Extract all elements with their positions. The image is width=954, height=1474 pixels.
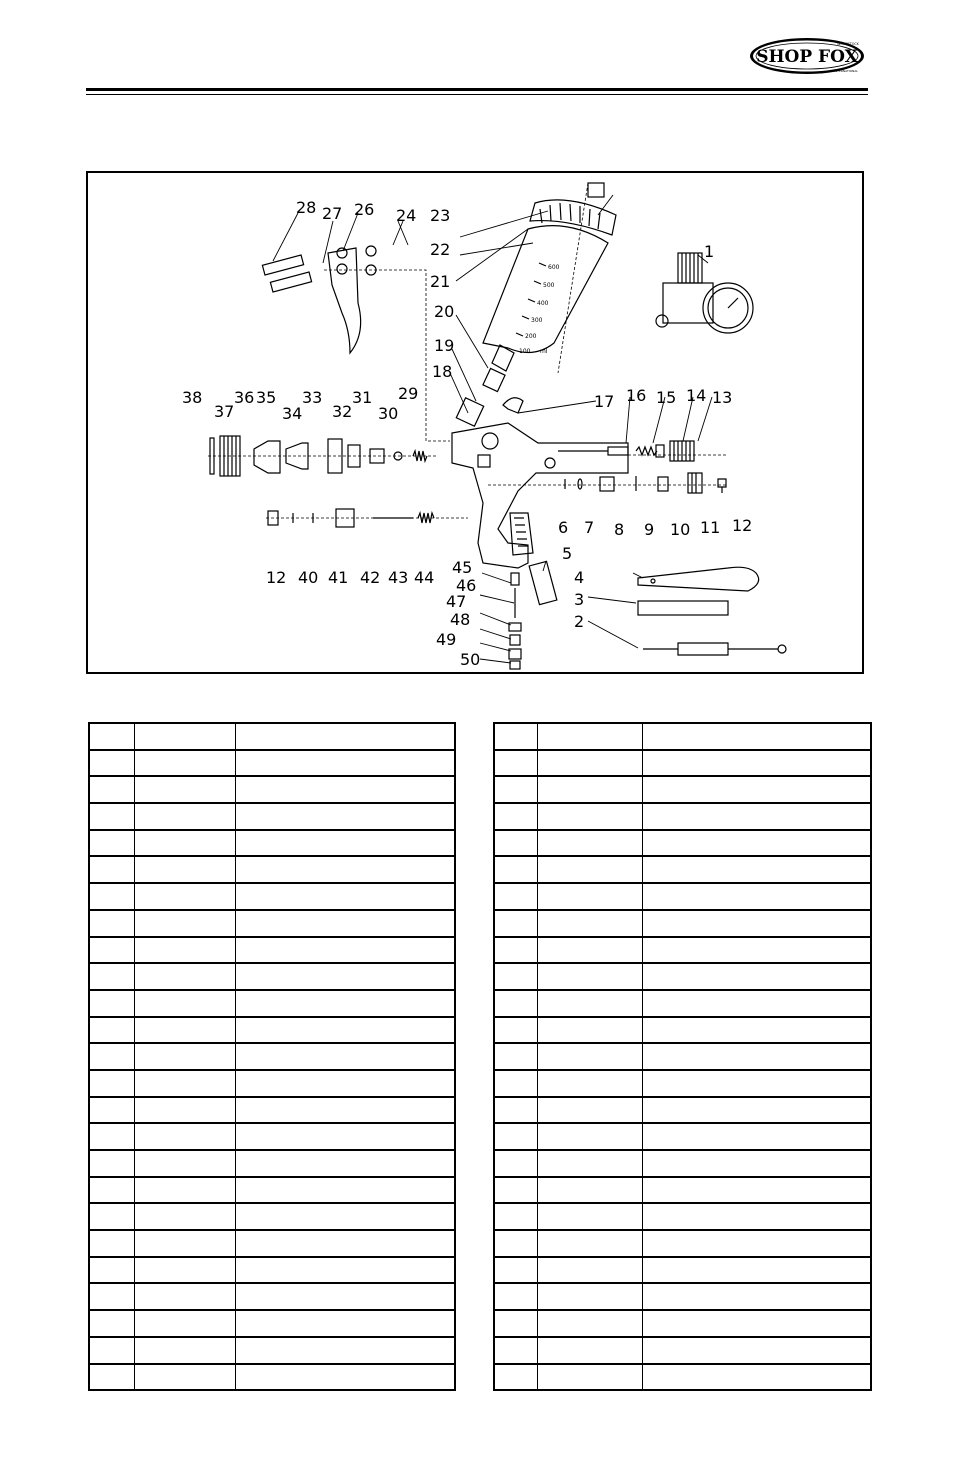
- callout-41: 41: [328, 568, 349, 587]
- callout-12-right: 12: [732, 516, 753, 535]
- description-cell: [235, 990, 455, 1017]
- part-5-inlet: [529, 561, 557, 604]
- exploded-view-diagram: [86, 171, 864, 674]
- part-number-cell: [134, 803, 235, 830]
- description-cell: [235, 937, 455, 964]
- callout-10: 10: [670, 520, 691, 539]
- cup-scale-400: 400: [537, 300, 549, 307]
- ref-cell: [494, 750, 537, 777]
- table-row: [89, 1310, 455, 1337]
- part-number-cell: [537, 963, 642, 990]
- callout-16: 16: [626, 386, 647, 405]
- description-cell: [642, 1043, 871, 1070]
- ref-cell: [89, 990, 134, 1017]
- part-number-cell: [537, 803, 642, 830]
- part-2-cleaning-brush: [643, 643, 778, 655]
- callout-32: 32: [332, 402, 353, 421]
- table-row: [494, 910, 871, 937]
- table-row: [89, 1257, 455, 1284]
- description-cell: [235, 963, 455, 990]
- description-cell: [235, 1283, 455, 1310]
- ref-cell: [89, 1203, 134, 1230]
- ref-cell: [494, 1310, 537, 1337]
- ref-cell: [494, 1230, 537, 1257]
- description-cell: [235, 1337, 455, 1364]
- table-row: [494, 1043, 871, 1070]
- part-11-nut: [688, 473, 702, 493]
- table-row: [89, 990, 455, 1017]
- table-row: [89, 1150, 455, 1177]
- part-number-cell: [134, 1364, 235, 1391]
- part-number-cell: [134, 830, 235, 857]
- table-row: [494, 776, 871, 803]
- ref-cell: [89, 803, 134, 830]
- callout-40: 40: [298, 568, 319, 587]
- callout-29: 29: [398, 384, 419, 403]
- description-cell: [642, 803, 871, 830]
- part-number-cell: [134, 1150, 235, 1177]
- part-number-cell: [134, 1230, 235, 1257]
- ref-cell: [494, 1283, 537, 1310]
- ref-cell: [494, 1257, 537, 1284]
- description-cell: [642, 937, 871, 964]
- callout-2: 2: [574, 612, 585, 631]
- cup-scale-300: 300: [531, 317, 543, 324]
- callout-45: 45: [452, 558, 473, 577]
- part-17-hanger: [503, 398, 523, 413]
- description-cell: [642, 1123, 871, 1150]
- description-cell: [235, 1123, 455, 1150]
- ref-cell: [89, 1150, 134, 1177]
- ref-cell: [494, 1364, 537, 1391]
- callout-6: 6: [558, 518, 569, 537]
- table-row: [494, 1070, 871, 1097]
- part-number-cell: [134, 963, 235, 990]
- part-number-cell: [537, 1257, 642, 1284]
- part-26-trigger: [328, 248, 361, 353]
- description-cell: [235, 1230, 455, 1257]
- callout-7: 7: [584, 518, 595, 537]
- part-number-cell: [537, 750, 642, 777]
- callout-30: 30: [378, 404, 399, 423]
- callout-31: 31: [352, 388, 373, 407]
- part-number-cell: [134, 937, 235, 964]
- callout-27: 27: [322, 204, 343, 223]
- part-number-cell: [134, 1017, 235, 1044]
- description-cell: [642, 830, 871, 857]
- ref-cell: [89, 1097, 134, 1124]
- cup-scale-500: 500: [543, 282, 555, 289]
- description-cell: [642, 776, 871, 803]
- ref-cell: [494, 963, 537, 990]
- table-row: [494, 883, 871, 910]
- description-cell: [235, 803, 455, 830]
- part-number-cell: [134, 1123, 235, 1150]
- description-cell: [642, 1283, 871, 1310]
- part-number-cell: [537, 1310, 642, 1337]
- table-row: [89, 856, 455, 883]
- description-cell: [642, 1097, 871, 1124]
- callout-21: 21: [430, 272, 451, 291]
- part-number-cell: [134, 990, 235, 1017]
- table-row: [89, 1177, 455, 1204]
- header-rule-thick: [86, 88, 868, 91]
- description-cell: [235, 1203, 455, 1230]
- part-4-wrench: [638, 567, 759, 591]
- ref-cell: [494, 1337, 537, 1364]
- description-cell: [642, 1230, 871, 1257]
- table-row: [494, 856, 871, 883]
- ref-cell: [494, 1123, 537, 1150]
- ref-cell: [494, 1043, 537, 1070]
- table-row: [494, 937, 871, 964]
- part-12-screw: [718, 479, 726, 493]
- ref-cell: [89, 1070, 134, 1097]
- callout-19: 19: [434, 336, 455, 355]
- description-cell: [235, 1150, 455, 1177]
- table-row: [89, 1070, 455, 1097]
- ref-cell: [89, 1230, 134, 1257]
- part-number-cell: [537, 1150, 642, 1177]
- callout-20: 20: [434, 302, 455, 321]
- cup-scale-600: 600: [548, 264, 560, 271]
- part-number-cell: [537, 830, 642, 857]
- callout-15: 15: [656, 388, 677, 407]
- part-21-paint-cup: [483, 226, 608, 353]
- part-number-cell: [537, 883, 642, 910]
- ref-cell: [89, 856, 134, 883]
- table-row: [494, 990, 871, 1017]
- spray-gun-drawing: [88, 173, 866, 676]
- ref-cell: [494, 1177, 537, 1204]
- description-cell: [235, 1017, 455, 1044]
- table-row: [89, 776, 455, 803]
- callout-33: 33: [302, 388, 323, 407]
- ref-cell: [494, 723, 537, 750]
- ref-cell: [89, 1283, 134, 1310]
- ref-cell: [89, 776, 134, 803]
- ref-cell: [89, 937, 134, 964]
- part-22-lid: [530, 200, 616, 235]
- ref-cell: [494, 1017, 537, 1044]
- description-cell: [235, 856, 455, 883]
- ref-cell: [494, 883, 537, 910]
- part-23-vent-cap: [588, 183, 604, 197]
- callout-42: 42: [360, 568, 381, 587]
- shop-fox-logo: [748, 36, 866, 76]
- brand-arc-top: WOODSTOCK: [837, 42, 859, 46]
- ref-cell: [89, 1337, 134, 1364]
- description-cell: [235, 1310, 455, 1337]
- callout-35: 35: [256, 388, 277, 407]
- part-number-cell: [134, 1070, 235, 1097]
- table-row: [494, 1364, 871, 1391]
- gun-body: [452, 423, 628, 568]
- part-35-air-cap: [254, 441, 280, 473]
- description-cell: [235, 1070, 455, 1097]
- cup-scale-unit: ml: [540, 348, 548, 355]
- part-number-cell: [537, 937, 642, 964]
- ref-cell: [89, 1310, 134, 1337]
- table-row: [494, 1177, 871, 1204]
- callout-26: 26: [354, 200, 375, 219]
- table-row: [89, 723, 455, 750]
- part-24-screw: [366, 246, 376, 256]
- table-row: [494, 1310, 871, 1337]
- description-cell: [642, 856, 871, 883]
- description-cell: [642, 1017, 871, 1044]
- table-row: [494, 750, 871, 777]
- table-row: [89, 1097, 455, 1124]
- ref-cell: [494, 776, 537, 803]
- callout-28: 28: [296, 198, 317, 217]
- part-number-cell: [134, 883, 235, 910]
- description-cell: [642, 883, 871, 910]
- callout-11: 11: [700, 518, 721, 537]
- ref-cell: [89, 1257, 134, 1284]
- table-row: [89, 750, 455, 777]
- part-number-cell: [134, 1257, 235, 1284]
- part-number-cell: [537, 776, 642, 803]
- callout-47: 47: [446, 592, 467, 611]
- ref-cell: [494, 1097, 537, 1124]
- description-cell: [235, 910, 455, 937]
- parts-table-right: [493, 722, 872, 1391]
- callout-12-left: 12: [266, 568, 287, 587]
- part-number-cell: [134, 1203, 235, 1230]
- ref-cell: [89, 963, 134, 990]
- table-row: [89, 963, 455, 990]
- header-rule-thin: [86, 94, 868, 95]
- callout-1: 1: [704, 242, 715, 261]
- description-cell: [642, 723, 871, 750]
- ref-cell: [494, 803, 537, 830]
- description-cell: [235, 776, 455, 803]
- description-cell: [235, 1043, 455, 1070]
- part-number-cell: [134, 750, 235, 777]
- part-8-valve: [600, 477, 614, 491]
- part-number-cell: [537, 1177, 642, 1204]
- description-cell: [235, 1257, 455, 1284]
- part-number-cell: [134, 776, 235, 803]
- part-3-brush-pad: [638, 601, 728, 615]
- description-cell: [642, 963, 871, 990]
- ref-cell: [494, 830, 537, 857]
- brand-name: SHOP FOX: [756, 47, 858, 67]
- description-cell: [642, 910, 871, 937]
- part-number-cell: [537, 1123, 642, 1150]
- ref-cell: [494, 856, 537, 883]
- part-number-cell: [134, 1097, 235, 1124]
- table-row: [494, 1230, 871, 1257]
- part-20-filter: [483, 368, 505, 391]
- table-row: [494, 830, 871, 857]
- part-18-gasket: [456, 398, 483, 426]
- description-cell: [235, 750, 455, 777]
- part-number-cell: [134, 1310, 235, 1337]
- table-row: [494, 803, 871, 830]
- callout-44: 44: [414, 568, 435, 587]
- description-cell: [642, 1364, 871, 1391]
- ref-cell: [89, 1017, 134, 1044]
- ref-cell: [89, 910, 134, 937]
- ref-cell: [494, 910, 537, 937]
- description-cell: [642, 1310, 871, 1337]
- part-number-cell: [134, 1283, 235, 1310]
- callout-5: 5: [562, 544, 573, 563]
- callout-14: 14: [686, 386, 707, 405]
- part-number-cell: [134, 1337, 235, 1364]
- table-row: [494, 963, 871, 990]
- table-row: [89, 910, 455, 937]
- callout-37: 37: [214, 402, 235, 421]
- callout-48: 48: [450, 610, 471, 629]
- callout-34: 34: [282, 404, 303, 423]
- part-number-cell: [537, 1043, 642, 1070]
- table-row: [89, 937, 455, 964]
- ref-cell: [494, 937, 537, 964]
- table-row: [89, 883, 455, 910]
- table-row: [494, 1203, 871, 1230]
- callout-3: 3: [574, 590, 585, 609]
- description-cell: [642, 990, 871, 1017]
- table-row: [89, 830, 455, 857]
- table-row: [494, 1017, 871, 1044]
- part-number-cell: [134, 1177, 235, 1204]
- part-number-cell: [537, 1230, 642, 1257]
- part-number-cell: [537, 1283, 642, 1310]
- description-cell: [642, 1257, 871, 1284]
- table-row: [89, 1364, 455, 1391]
- part-number-cell: [537, 1097, 642, 1124]
- table-row: [89, 1203, 455, 1230]
- ref-cell: [89, 1177, 134, 1204]
- ref-cell: [89, 830, 134, 857]
- ref-cell: [89, 1123, 134, 1150]
- description-cell: [235, 723, 455, 750]
- description-cell: [642, 1070, 871, 1097]
- description-cell: [642, 1203, 871, 1230]
- table-row: [494, 1337, 871, 1364]
- callout-50: 50: [460, 650, 481, 669]
- part-number-cell: [537, 723, 642, 750]
- callout-9: 9: [644, 520, 655, 539]
- callout-43: 43: [388, 568, 409, 587]
- ref-cell: [89, 750, 134, 777]
- part-number-cell: [537, 990, 642, 1017]
- cup-scale-200: 200: [525, 333, 537, 340]
- callout-23: 23: [430, 206, 451, 225]
- ref-cell: [89, 1043, 134, 1070]
- table-row: [494, 1257, 871, 1284]
- part-15-spring: [636, 447, 657, 455]
- callout-22: 22: [430, 240, 451, 259]
- callout-36: 36: [234, 388, 255, 407]
- part-27-pin: [270, 272, 311, 292]
- table-row: [89, 1017, 455, 1044]
- part-1-regulator: [656, 253, 753, 333]
- brand-arc-bottom: INTERNATIONAL: [833, 69, 859, 73]
- table-row: [89, 1123, 455, 1150]
- part-number-cell: [537, 910, 642, 937]
- callout-17: 17: [594, 392, 615, 411]
- table-row: [89, 1283, 455, 1310]
- table-row: [494, 1123, 871, 1150]
- table-row: [89, 1337, 455, 1364]
- callout-8: 8: [614, 520, 625, 539]
- callout-46: 46: [456, 576, 477, 595]
- ref-cell: [89, 1364, 134, 1391]
- cup-scale-100: 100: [519, 348, 531, 355]
- table-row: [494, 723, 871, 750]
- description-cell: [235, 1097, 455, 1124]
- callout-24: 24: [396, 206, 417, 225]
- part-number-cell: [537, 1337, 642, 1364]
- description-cell: [642, 1150, 871, 1177]
- description-cell: [642, 750, 871, 777]
- part-number-cell: [537, 1017, 642, 1044]
- part-number-cell: [537, 1203, 642, 1230]
- part-number-cell: [134, 856, 235, 883]
- description-cell: [235, 830, 455, 857]
- ref-cell: [494, 1070, 537, 1097]
- table-row: [89, 1230, 455, 1257]
- table-row: [494, 1150, 871, 1177]
- ref-cell: [494, 1150, 537, 1177]
- part-number-cell: [537, 1070, 642, 1097]
- callout-13: 13: [712, 388, 733, 407]
- description-cell: [642, 1177, 871, 1204]
- table-row: [494, 1283, 871, 1310]
- table-row: [494, 1097, 871, 1124]
- ref-cell: [89, 883, 134, 910]
- part-number-cell: [537, 856, 642, 883]
- table-row: [89, 803, 455, 830]
- ref-cell: [89, 723, 134, 750]
- part-28-pin: [262, 255, 303, 275]
- callout-18: 18: [432, 362, 453, 381]
- part-number-cell: [537, 1364, 642, 1391]
- part-number-cell: [134, 910, 235, 937]
- description-cell: [642, 1337, 871, 1364]
- callout-38: 38: [182, 388, 203, 407]
- callout-49: 49: [436, 630, 457, 649]
- part-number-cell: [134, 1043, 235, 1070]
- table-row: [89, 1043, 455, 1070]
- callout-4: 4: [574, 568, 585, 587]
- ref-cell: [494, 990, 537, 1017]
- part-number-cell: [134, 723, 235, 750]
- description-cell: [235, 1364, 455, 1391]
- description-cell: [235, 883, 455, 910]
- ref-cell: [494, 1203, 537, 1230]
- parts-table-left: [88, 722, 456, 1391]
- part-31-seal: [370, 449, 384, 463]
- description-cell: [235, 1177, 455, 1204]
